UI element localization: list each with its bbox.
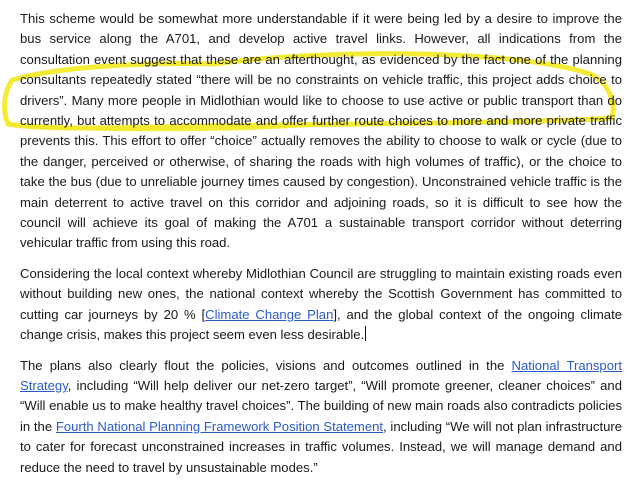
- paragraph-2: [20, 264, 622, 346]
- paragraph-3-text-1: The plans also clearly flout the policies, visions and outcomes outlined in the: [20, 357, 512, 373]
- paragraph-3-text-3: , including “We will not plan infrastructure to cater for forecast unconstrained increases in traffic volumes. Instead, we will manage demand and reduce the need to travel by unsustainable modes.”: [20, 418, 623, 475]
- document-body: [20, 9, 622, 488]
- paragraph-3-text-2: , including “Will help deliver our net-zero target”, “Will promote greener, cleaner choices” and “Will enable us to make healthy travel choices”. The building of new main roads also contradicts policies in the: [20, 377, 622, 434]
- text-cursor: [365, 326, 366, 341]
- paragraph-3: [20, 356, 622, 478]
- paragraph-1: This scheme would be somewhat more understandable if it were being led by a desire to improve the bus service along the A701, and develop active travel links. However, all indications from the consultation event suggest that these are an afterthought, as evidenced by the fact one of the planning consultants repeatedly stated “there will be no constraints on vehicle traffic, this project adds choice to drivers”. Many more people in Midlothian would like to choose to use active or public transport than do currently, but attempts to accommodate and offer further route choices to more and more private traffic prevents this. This effort to offer “choice” actually removes the ability to choose to walk or cycle (due to the danger, perceived or otherwise, of sharing the roads with high volumes of traffic), or the choice to take the bus (due to unreliable journey times caused by congestion). Unconstrained vehicle traffic is the main deterrent to active travel on this corridor and adjoining roads, so it is difficult to see how the council will achieve its goal of making the A701 a sustainable transport corridor without deterring vehicular traffic from using this road.: [20, 11, 622, 251]
- national-transport-strategy-link[interactable]: National Transport Strategy: [20, 357, 622, 393]
- paragraph-2-text-before: Considering the local context whereby Midlothian Council are struggling to maintain existing roads even without building new ones, the national context whereby the Scottish Government has committed to cutting car journeys by 20 % [: [20, 265, 622, 322]
- npf4-position-statement-link[interactable]: Fourth National Planning Framework Position Statement: [55, 418, 384, 434]
- climate-change-plan-link[interactable]: Climate Change Plan: [205, 306, 334, 322]
- paragraph-2-text-after: ], and the global context of the ongoing climate change crisis, makes this project seem even less desirable.: [20, 306, 622, 343]
